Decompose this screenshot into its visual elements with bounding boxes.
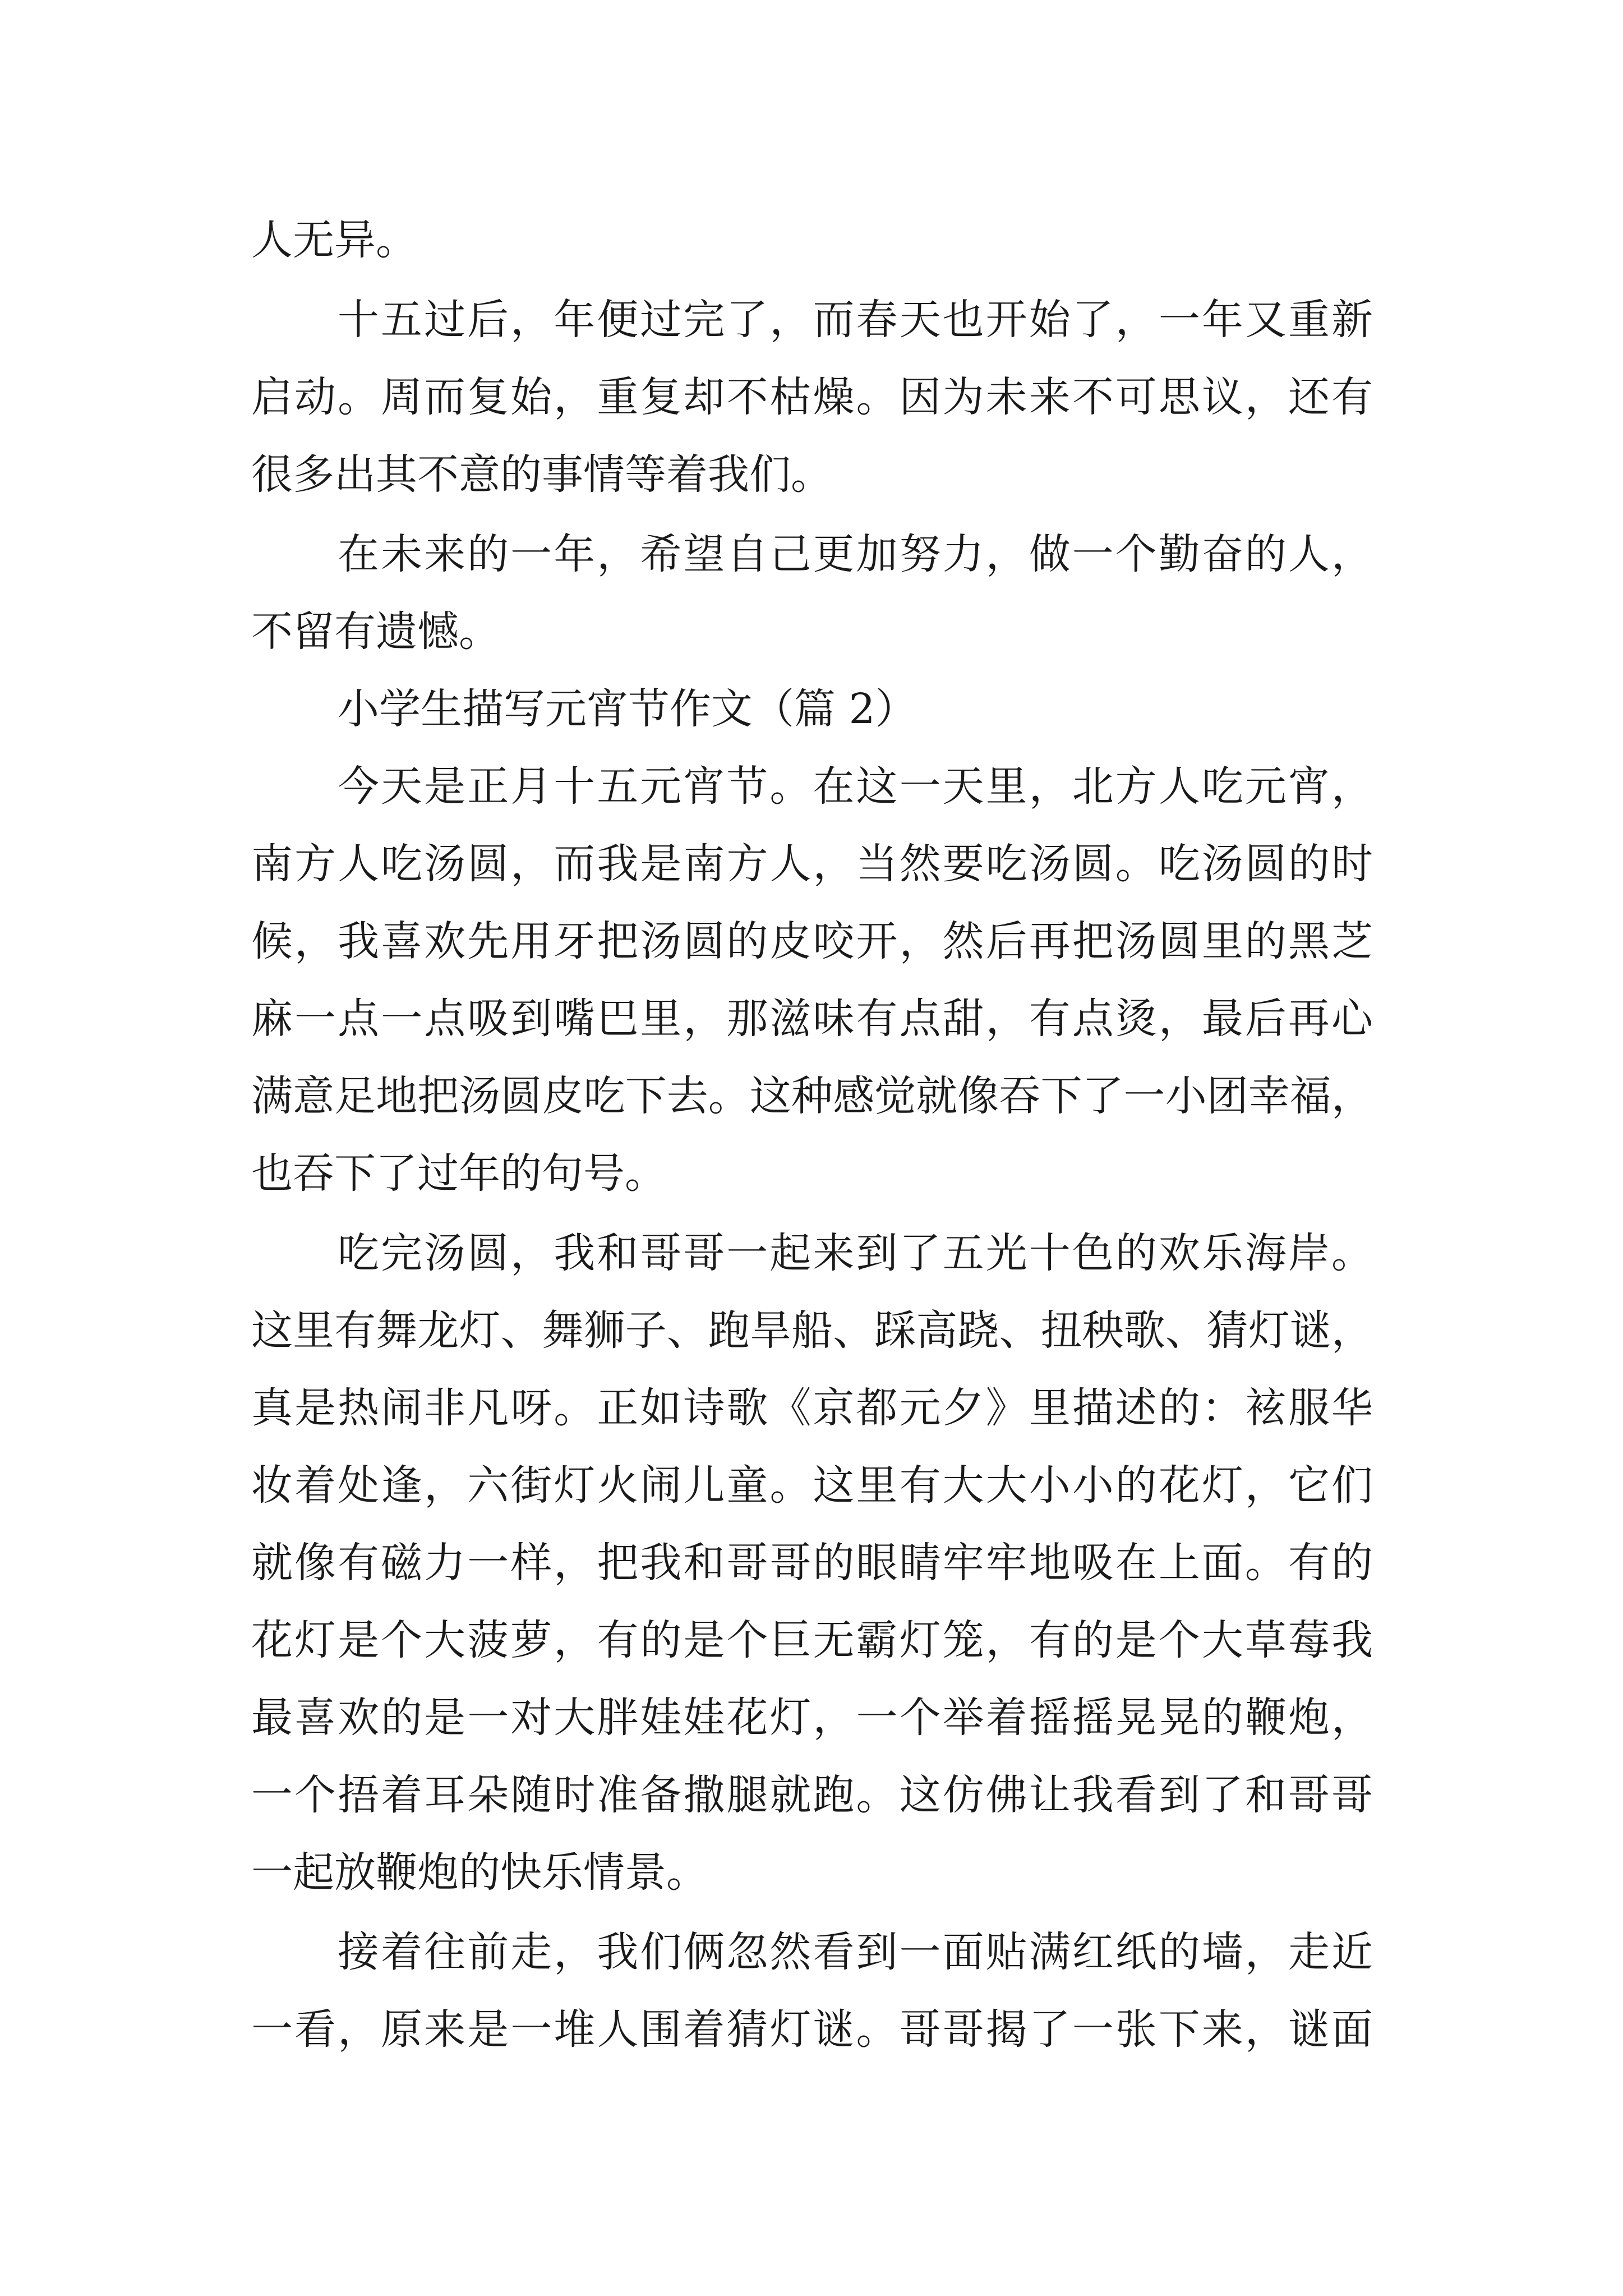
- paragraph-line: 真是热闹非凡呀。正如诗歌《京都元夕》里描述的：袨服华: [251, 1384, 1373, 1432]
- paragraph-line: 吃完汤圆，我和哥哥一起来到了五光十色的欢乐海岸。: [338, 1229, 1373, 1277]
- paragraph-line: 麻一点一点吸到嘴巴里，那滋味有点甜，有点烫，最后再心: [251, 995, 1373, 1043]
- paragraph-line: 候，我喜欢先用牙把汤圆的皮咬开，然后再把汤圆里的黑芝: [251, 917, 1373, 965]
- paragraph-line: 启动。周而复始，重复却不枯燥。因为未来不可思议，还有: [251, 373, 1373, 421]
- paragraph-line: 不留有遗憾。: [251, 608, 500, 656]
- paragraph-line: 就像有磁力一样，把我和哥哥的眼睛牢牢地吸在上面。有的: [251, 1539, 1373, 1587]
- paragraph-line: 在未来的一年，希望自己更加努力，做一个勤奋的人，: [338, 530, 1373, 578]
- paragraph-line: 一个捂着耳朵随时准备撒腿就跑。这仿佛让我看到了和哥哥: [251, 1771, 1373, 1819]
- paragraph-line: 今天是正月十五元宵节。在这一天里，北方人吃元宵，: [338, 762, 1373, 811]
- paragraph-line: 也吞下了过年的句号。: [251, 1149, 666, 1198]
- paragraph-line: 一看，原来是一堆人围着猜灯谜。哥哥揭了一张下来，谜面: [251, 2005, 1373, 2054]
- paragraph-line: 人无异。: [251, 216, 417, 264]
- paragraph-line: 满意足地把汤圆皮吃下去。这种感觉就像吞下了一小团幸福，: [251, 1072, 1373, 1120]
- paragraph-line: 十五过后，年便过完了，而春天也开始了，一年又重新: [338, 296, 1373, 344]
- paragraph-line: 很多出其不意的事情等着我们。: [251, 450, 832, 499]
- paragraph-line: 接着往前走，我们俩忽然看到一面贴满红纸的墙，走近: [338, 1928, 1373, 1976]
- paragraph-line: 一起放鞭炮的快乐情景。: [251, 1848, 708, 1897]
- paragraph-line: 花灯是个大菠萝，有的是个巨无霸灯笼，有的是个大草莓我: [251, 1616, 1373, 1664]
- section-heading: 小学生描写元宵节作文（篇 2）: [338, 685, 917, 733]
- paragraph-line: 这里有舞龙灯、舞狮子、跑旱船、踩高跷、扭秧歌、猜灯谜，: [251, 1306, 1373, 1355]
- paragraph-line: 妆着处逢，六街灯火闹儿童。这里有大大小小的花灯，它们: [251, 1461, 1373, 1510]
- paragraph-line: 南方人吃汤圆，而我是南方人，当然要吃汤圆。吃汤圆的时: [251, 840, 1373, 888]
- paragraph-line: 最喜欢的是一对大胖娃娃花灯，一个举着摇摇晃晃的鞭炮，: [251, 1694, 1373, 1742]
